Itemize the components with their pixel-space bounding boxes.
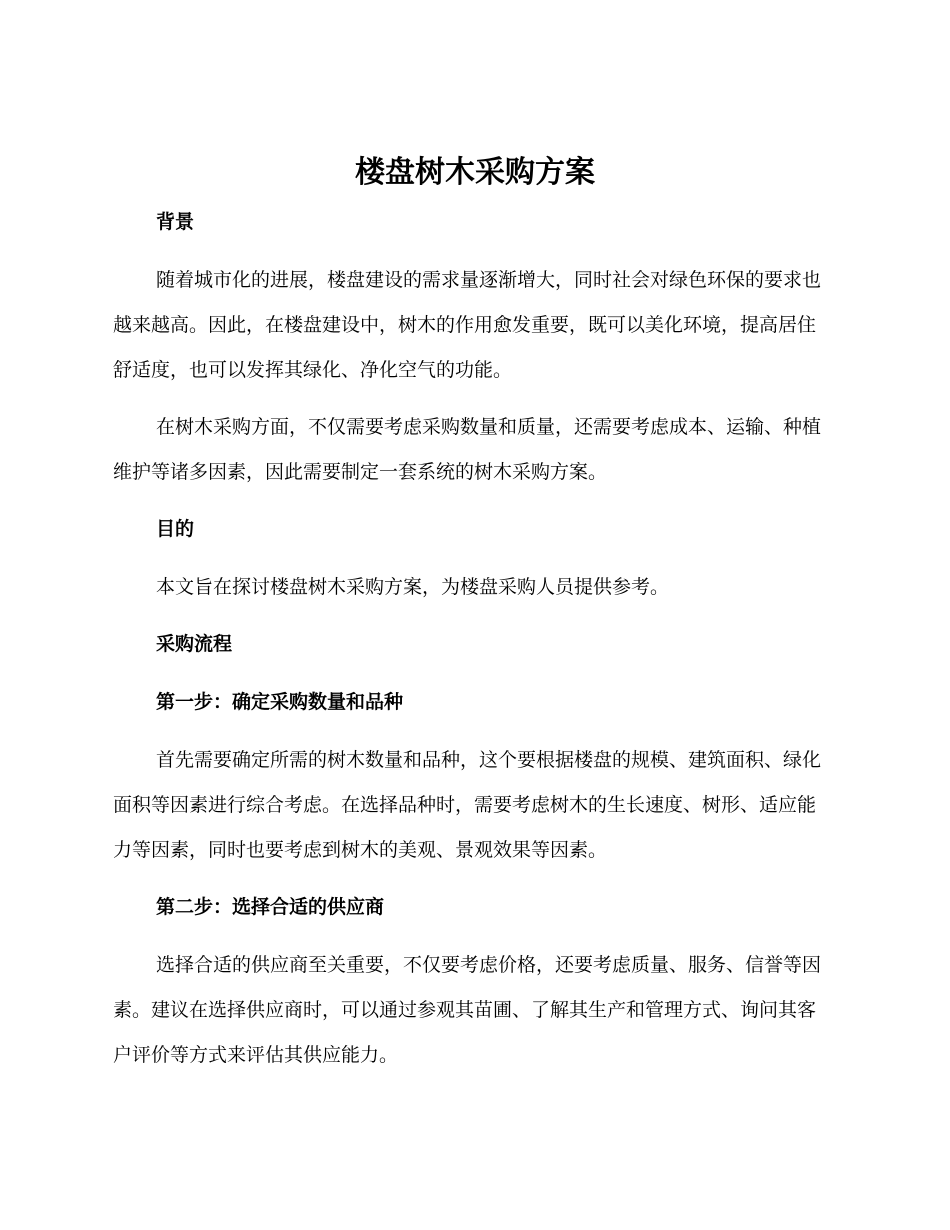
paragraph-step1-1: 首先需要确定所需的树木数量和品种，这个要根据楼盘的规模、建筑面积、绿化面积等因素进行综合考虑。在选择品种时，需要考虑树木的生长速度、树形、适应能力等因素，同时也要考虑到树木的美观、景观效果等因素。	[113, 749, 822, 861]
document-title: 楼盘树木采购方案	[355, 155, 595, 190]
paragraph-purpose-1: 本文旨在探讨楼盘树木采购方案，为楼盘采购人员提供参考。	[156, 576, 670, 598]
paragraph-background-2: 在树木采购方面，不仅需要考虑采购数量和质量，还需要考虑成本、运输、种植维护等诸多因素，因此需要制定一套系统的树木采购方案。	[113, 416, 822, 483]
document-body	[113, 200, 833, 1090]
section-heading-purpose: 目的	[156, 518, 195, 540]
section-heading-background: 背景	[156, 211, 195, 233]
section-heading-step2: 第二步：选择合适的供应商	[156, 896, 385, 918]
paragraph-step2-1: 选择合适的供应商至关重要，不仅要考虑价格，还要考虑质量、服务、信誉等因素。建议在选择供应商时，可以通过参观其苗圃、了解其生产和管理方式、询问其客户评价等方式来评估其供应能力。	[113, 954, 822, 1066]
section-heading-process: 采购流程	[156, 633, 233, 655]
paragraph-background-1: 随着城市化的进展，楼盘建设的需求量逐渐增大，同时社会对绿色环保的要求也越来越高。因此，在楼盘建设中，树木的作用愈发重要，既可以美化环境，提高居住舒适度，也可以发挥其绿化、净化空气的功能。	[113, 269, 822, 381]
section-heading-step1: 第一步：确定采购数量和品种	[156, 691, 404, 713]
